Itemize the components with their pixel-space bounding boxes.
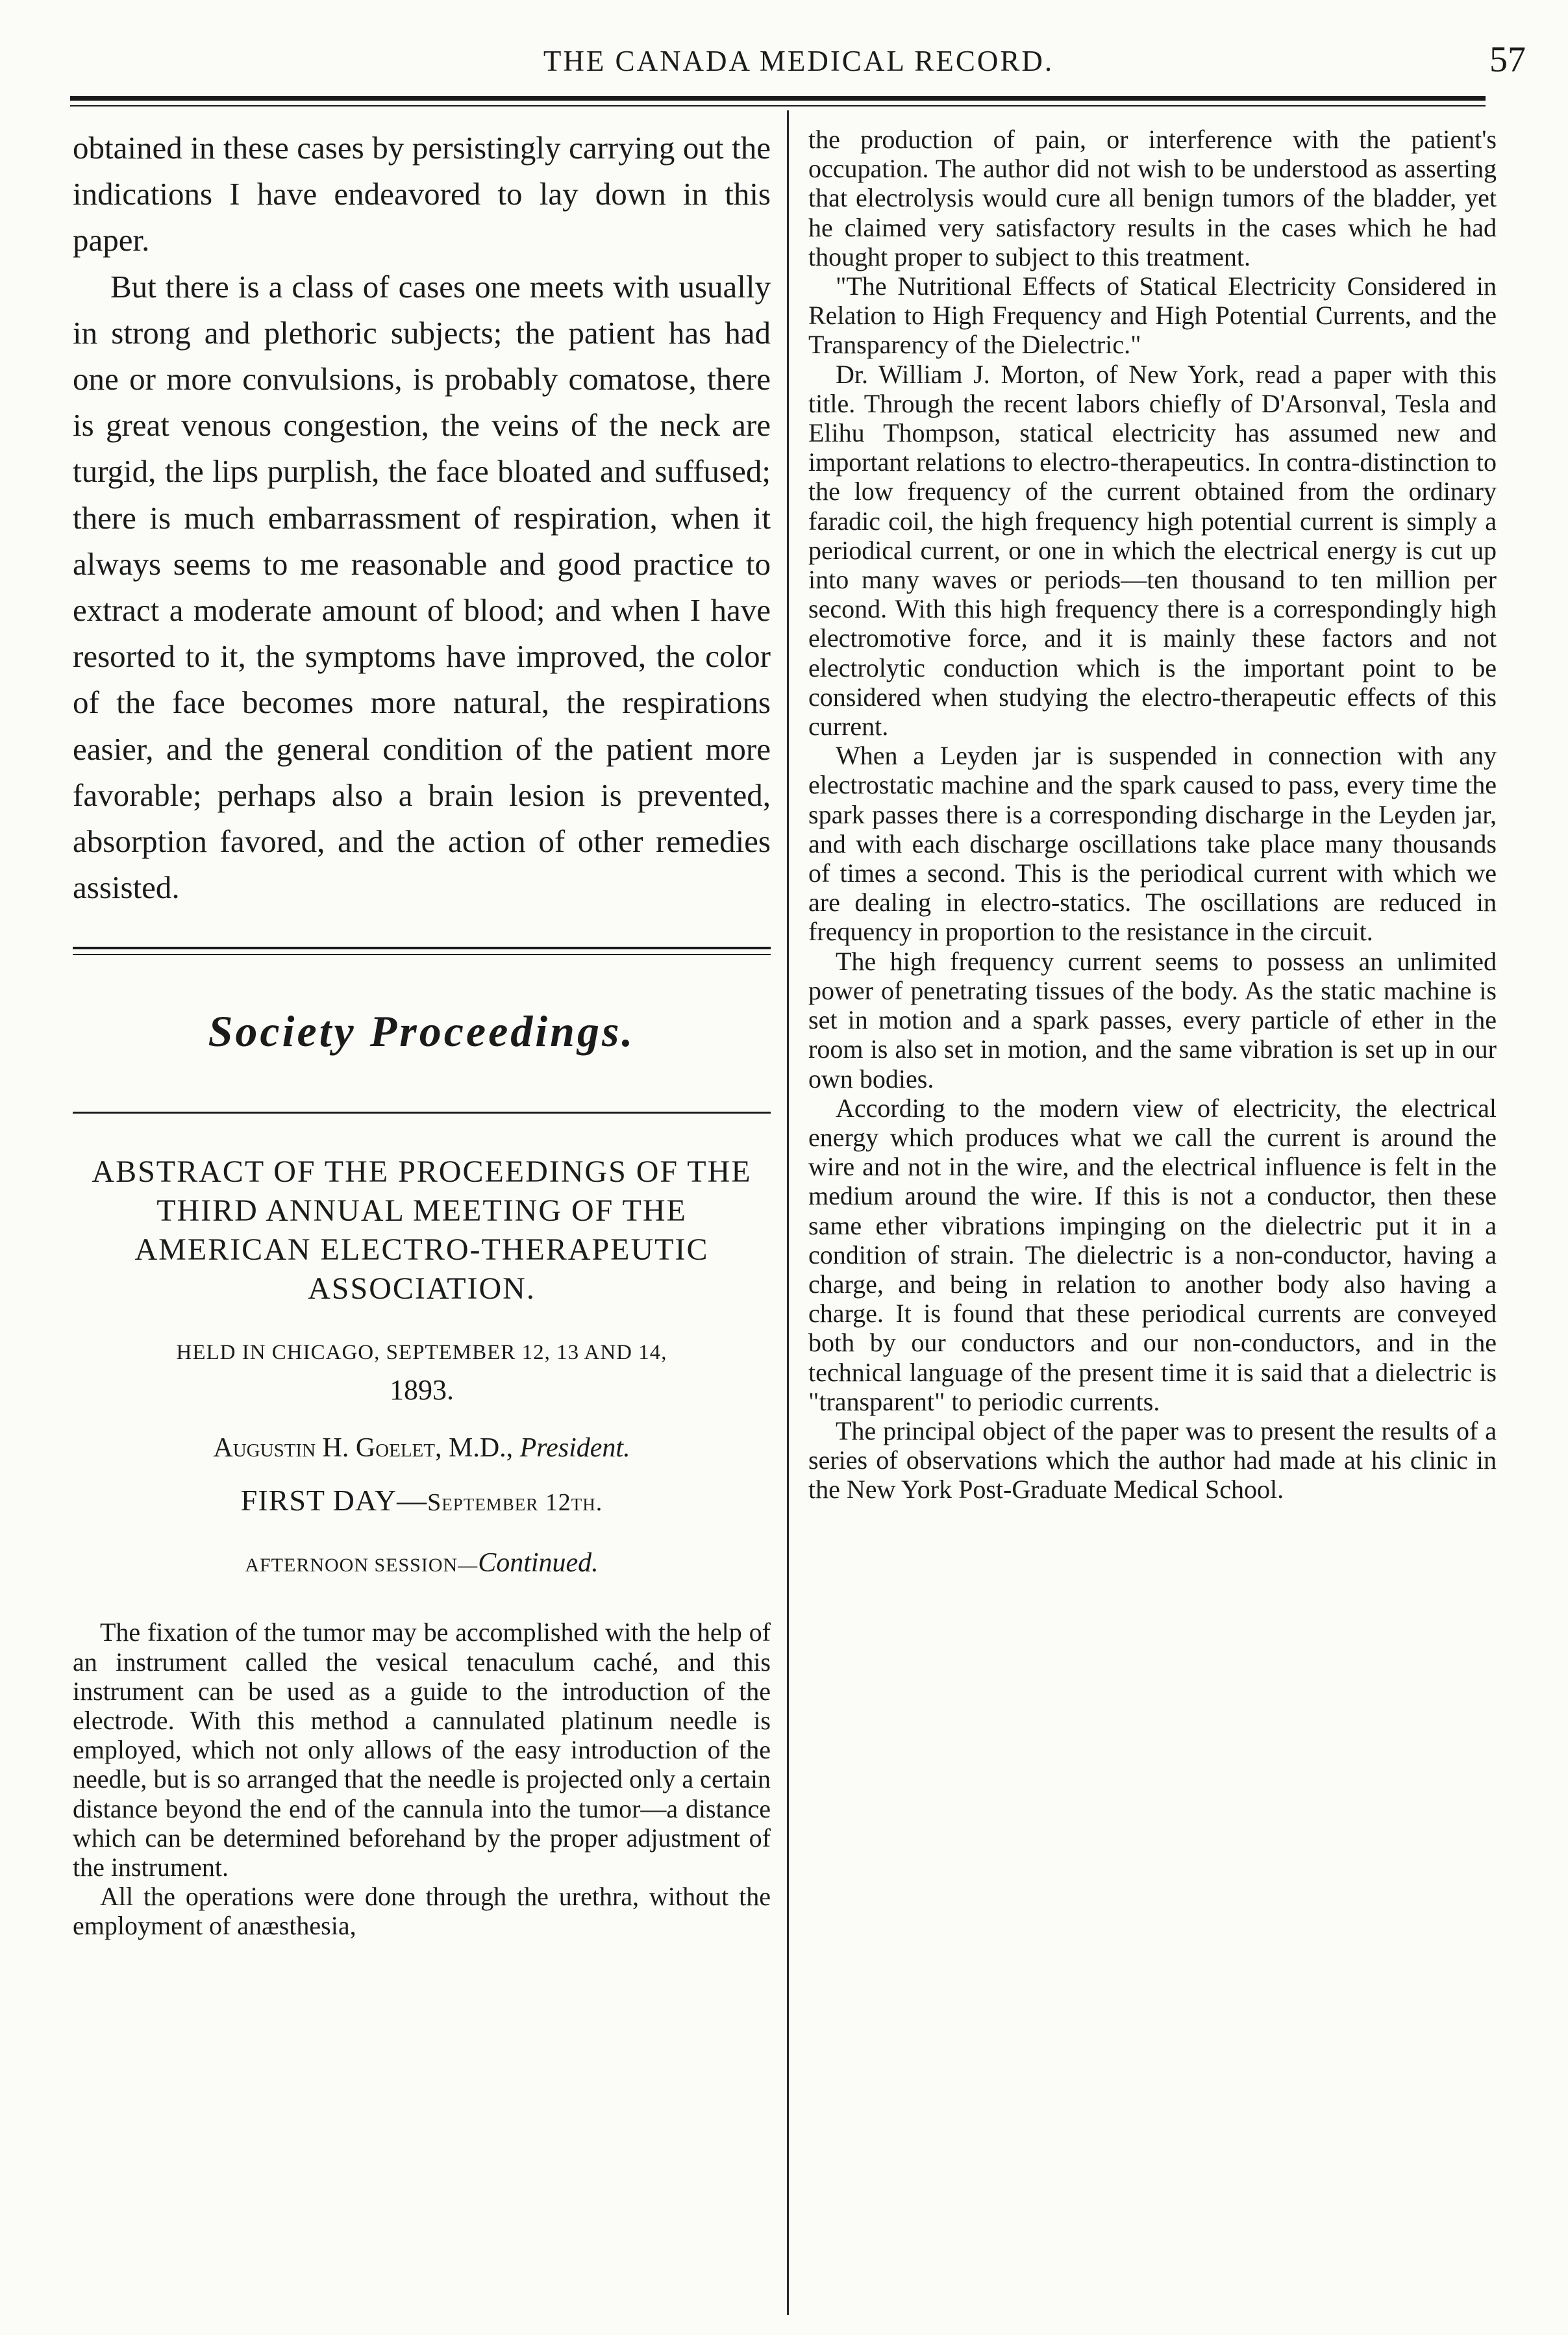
- meeting-location-date: HELD IN CHICAGO, SEPTEMBER 12, 13 AND 14,: [176, 1341, 667, 1365]
- body-paragraph: The fixation of the tumor may be accomplished with the help of an instrument called the vesical tenaculum caché, and this instrument can be used as a guide to the introduction of the electrode. With this method a cannulated platinum needle is employed, which not only allows of the easy introduction of the needle, but is so arranged that the needle is projected only a certain distance beyond the end of the cannula into the tumor—a distance which can be determined beforehand by the proper adjustment of the instrument.: [73, 1617, 771, 1882]
- section-divider: [73, 947, 771, 955]
- body-paragraph: the production of pain, or interference with the patient's occupation. The author did not wish to be understood as asserting that electrolysis would cure all benign tumors of the bladder, yet he claimed very satisfactory results in the cases which he had thought proper to subject to this treatment.: [808, 125, 1497, 271]
- proceedings-text-right: [808, 125, 1497, 1505]
- day-heading: [73, 1483, 771, 1517]
- main-paragraph: But there is a class of cases one meets with usually in strong and plethoric subjects; the patient has had one or more convulsions, is probably comatose, there is great venous congestion, the veins of the neck are turgid, the lips purplish, the face bloated and suffused; there is much embarrassment of respiration, when it always seems to me reasonable and good practice to extract a moderate amount of blood; and when I have resorted to it, the symptoms have improved, the color of the face becomes more natural, the respirations easier, and the general condition of the patient more favorable; perhaps also a brain lesion is prevented, absorption favored, and the action of other remedies assisted.: [73, 268, 771, 906]
- continued-article: [73, 125, 771, 910]
- right-column: [808, 125, 1497, 1505]
- abstract-title: ABSTRACT OF THE PROCEEDINGS OF THE THIRD ANNUAL MEETING OF THE AMERICAN ELECTRO-THERAPEUTIC ASSOCIATION.: [92, 1155, 752, 1306]
- president-role: President.: [519, 1433, 630, 1464]
- body-paragraph: The principal object of the paper was to present the results of a series of observations which the author had made at his clinic in the New York Post-Graduate Medical School.: [808, 1416, 1497, 1505]
- session-label: AFTERNOON SESSION—: [245, 1555, 479, 1577]
- body-paragraph: According to the modern view of electricity, the electrical energy which produces what we call the current is around the wire and not in the wire, and the electrical influence is felt in the medium around the wire. If this is not a conductor, then these same ether vibrations impinging on the dielectric put it in a condition of strain. The dielectric is a non-conductor, having a charge, and being in relation to another body also having a charge. It is found that these periodical currents are conveyed both by our conductors and our non-conductors, and in the technical language of the present time it is said that a dielectric is "transparent" to periodic currents.: [808, 1093, 1497, 1416]
- body-paragraph: Dr. William J. Morton, of New York, read a paper with this title. Through the recent labors chiefly of D'Arsonval, Tesla and Elihu Thompson, statical electricity has assumed new and important relations to electro-therapeutics. In contra-distinction to the low frequency of the current obtained from the ordinary faradic coil, the high frequency high potential current is simply a periodical current, or one in which the electrical energy is cut up into many waves or periods—ten thousand to ten million per second. With this high frequency there is a correspondingly high electromotive force, and it is mainly these factors and not electrolytic conduction which is the important point to be considered when studying the electro-therapeutic effects of this current.: [808, 359, 1497, 742]
- running-title: THE CANADA MEDICAL RECORD.: [543, 45, 1054, 77]
- paper-title-paragraph: "The Nutritional Effects of Statical Electricity Considered in Relation to High Frequency and High Potential Currents, and the Transparency of the Dielectric.": [808, 271, 1497, 360]
- section-heading: Society Proceedings.: [208, 1006, 636, 1056]
- day-date: September 12th.: [427, 1489, 603, 1517]
- proceedings-text-left: [73, 1617, 771, 1940]
- column-divider: [787, 110, 789, 2315]
- section-heading-rule: [73, 1112, 771, 1114]
- body-paragraph: All the operations were done through the urethra, without the employment of anæsthesia,: [73, 1882, 771, 1941]
- session-heading: [73, 1547, 771, 1579]
- president-line: [73, 1432, 771, 1464]
- body-paragraph: When a Leyden jar is suspended in connection with any electrostatic machine and the spark caused to pass, every time the spark passes there is a corresponding discharge in the Leyden jar, and with each discharge oscillations take place many thousands of times a second. This is the periodical current with which we are dealing in electro-statics. The oscillations are reduced in frequency in proportion to the resistance in the circuit.: [808, 741, 1497, 947]
- day-label: FIRST DAY—: [240, 1484, 428, 1517]
- president-name: Augustin H. Goelet, M.D.,: [213, 1433, 514, 1464]
- session-status: Continued.: [478, 1548, 599, 1579]
- page-number: 57: [1489, 40, 1526, 80]
- meeting-year: 1893.: [390, 1374, 454, 1406]
- intro-paragraph: obtained in these cases by persistingly carrying out the indications I have endeavored to lay down in this paper.: [73, 130, 771, 258]
- running-head: [71, 40, 1526, 90]
- body-paragraph: The high frequency current seems to possess an unlimited power of penetrating tissues of the body. As the static machine is set in motion and a spark passes, every particle of ether in the room is also set in motion, and the same vibration is set up in our own bodies.: [808, 946, 1497, 1093]
- header-rule-thin: [70, 105, 1486, 106]
- left-column: [73, 125, 771, 1941]
- header-rule-thick: [70, 96, 1486, 101]
